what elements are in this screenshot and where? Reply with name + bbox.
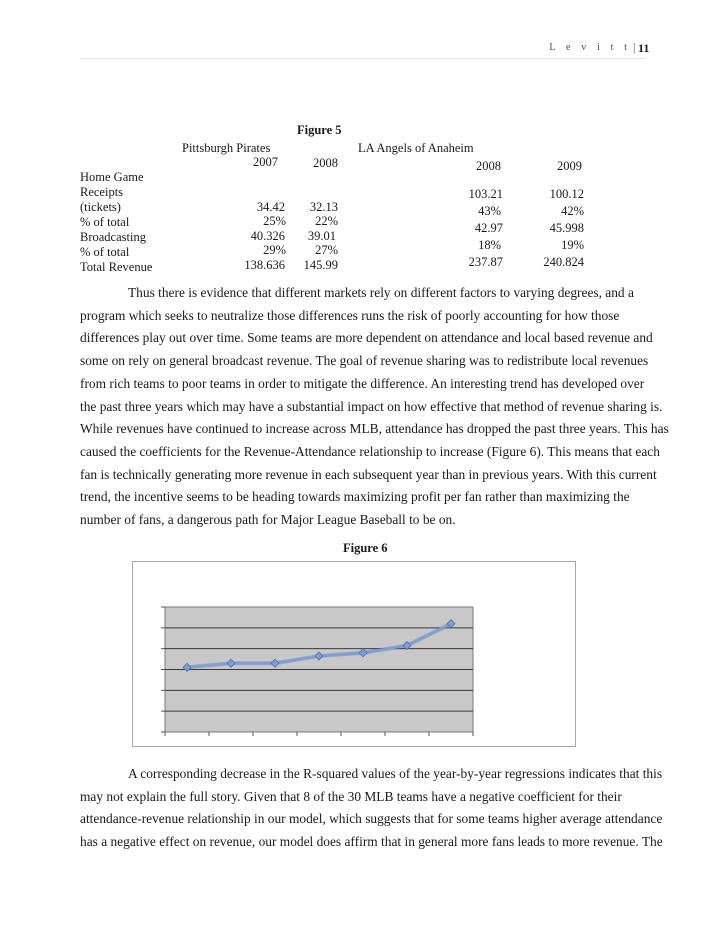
table-cell: 145.99: [303, 258, 338, 272]
table-cell: 100.12: [549, 187, 584, 201]
text-line: fan is technically generating more revenue in each subsequent year than in previous years. With this current: [80, 466, 657, 482]
figure6-title: Figure 6: [343, 541, 388, 555]
text-line: differences play out over time. Some teams are more dependent on attendance and local based revenue and: [80, 330, 653, 346]
table-cell: 29%: [263, 243, 286, 257]
text-line: program which seeks to neutralize those differences runs the risk of poorly accounting for how those: [80, 307, 620, 323]
year-header: 2007: [253, 155, 278, 169]
year-header: 2009: [557, 159, 582, 173]
table-cell: 27%: [315, 243, 338, 257]
team-angels-label: LA Angels of Anaheim: [358, 141, 474, 155]
table-cell: 45.998: [549, 221, 584, 235]
text-line: Thus there is evidence that different markets rely on different factors to varying degrees, and a: [128, 285, 634, 300]
text-line: While revenues have continued to increase across MLB, attendance has dropped the past three years. This has: [80, 421, 669, 437]
year-header: 2008: [476, 159, 501, 173]
body-paragraph: [80, 763, 663, 854]
table-cell: 32.13: [309, 200, 338, 214]
row-label: Receipts: [80, 185, 124, 199]
table-cell: 34.42: [256, 200, 285, 214]
text-line: caused the coefficients for the Revenue-Attendance relationship to increase (Figure 6). This means that each: [80, 443, 660, 459]
table-cell: 138.636: [244, 258, 285, 272]
header-separator: |: [633, 40, 636, 54]
table-cell: 43%: [478, 204, 501, 218]
year-header: 2008: [313, 156, 338, 170]
text-line: has a negative effect on revenue, our model does affirm that in general more fans leads to more revenue. The: [80, 834, 663, 850]
table-cell: 40.326: [250, 229, 285, 243]
row-label: Broadcasting: [80, 230, 146, 244]
text-line: number of fans, a dangerous path for Major League Baseball to be on.: [80, 512, 456, 528]
text-line: A corresponding decrease in the R-squared values of the year-by-year regressions indicates that this: [128, 766, 663, 781]
line-chart: [133, 562, 575, 746]
team-pirates-label: Pittsburgh Pirates: [182, 141, 271, 155]
table-cell: 42.97: [474, 221, 503, 235]
row-label: % of total: [80, 245, 130, 259]
text-line: the past three years which may have a substantial impact on how effective that method of revenue sharing is.: [80, 398, 663, 414]
row-label: Total Revenue: [80, 260, 153, 274]
table-cell: 18%: [478, 238, 501, 252]
table-cell: 19%: [561, 238, 584, 252]
table-cell: 103.21: [468, 187, 503, 201]
table-cell: 237.87: [468, 255, 503, 269]
page-number: 11: [638, 41, 650, 55]
text-line: some on rely on general broadcast revenue. The goal of revenue sharing was to redistribute local revenues: [80, 353, 649, 369]
table-cell: 39.01: [307, 229, 336, 243]
table-cell: 240.824: [543, 255, 584, 269]
text-line: trend, the incentive seems to be heading towards maximizing profit per fan rather than maximizing the: [80, 489, 630, 505]
table-cell: 42%: [561, 204, 584, 218]
text-line: may not explain the full story. Given that 8 of the 30 MLB teams have a negative coefficient for their: [80, 788, 622, 804]
text-line: attendance-revenue relationship in our model, which suggests that for some teams higher average attendance: [80, 811, 663, 827]
figure6-chart: [132, 561, 576, 747]
table-cell: 22%: [315, 214, 338, 228]
body-paragraph: [80, 282, 669, 532]
row-label: Home Game: [80, 170, 144, 184]
row-label: % of total: [80, 215, 130, 229]
row-label: (tickets): [80, 200, 121, 214]
figure5-title: Figure 5: [297, 123, 342, 137]
table-cell: 25%: [263, 214, 286, 228]
text-line: from rich teams to poor teams in order to mitigate the difference. An interesting trend has developed over: [80, 375, 645, 391]
running-header-author: L e v i t t: [549, 42, 631, 53]
header-rule: [80, 58, 646, 59]
